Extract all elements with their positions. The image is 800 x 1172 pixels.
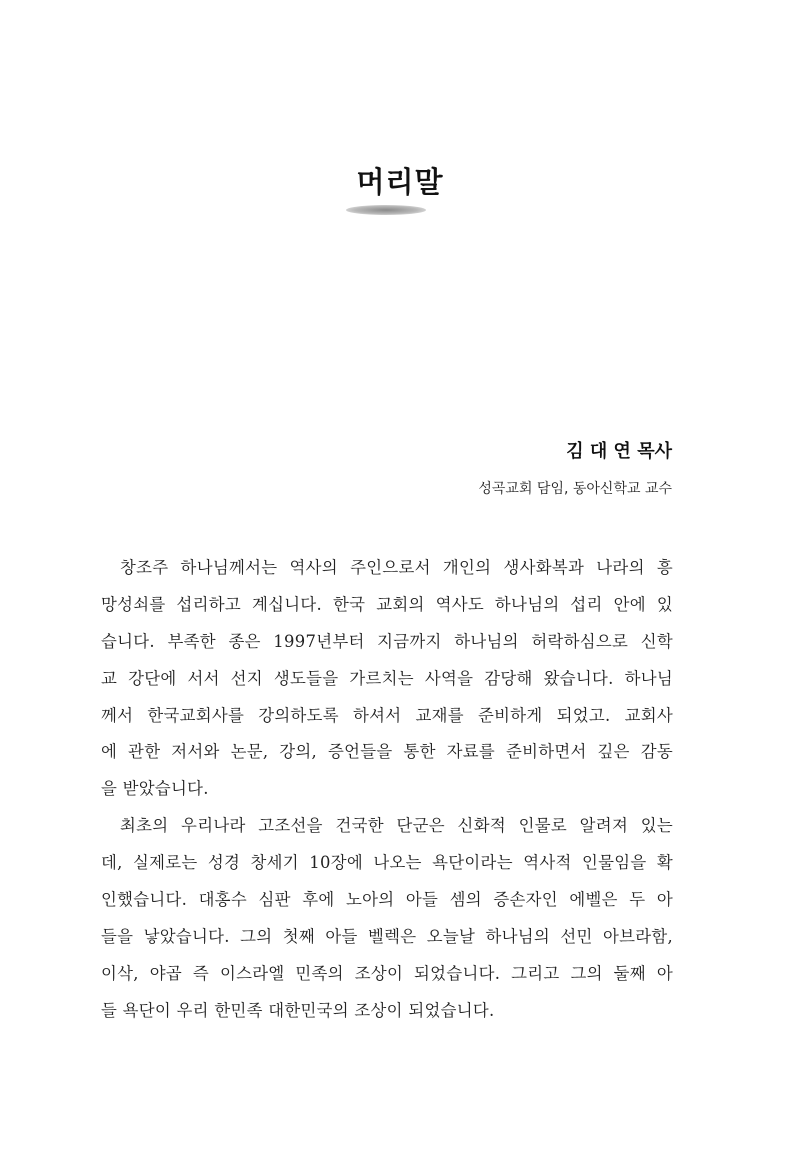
- paragraph-1-line-1: 창조주 하나님께서는 역사의 주인으로서 개인의 생사화복과 나라의 흥: [120, 558, 673, 577]
- paragraph-2-line-5: 이삭, 야곱 즉 이스라엘 민족의 조상이 되었습니다. 그리고 그의 둘째 아: [101, 963, 673, 983]
- paragraph-1-line-4: 교 강단에 서서 선지 생도들을 가르치는 사역을 감당해 왔습니다. 하나님: [101, 668, 673, 688]
- author-name: 김 대 연 목사: [566, 441, 672, 462]
- paragraph-1-line-7: 을 받았습니다.: [101, 779, 209, 799]
- paragraph-1-line-5: 께서 한국교회사를 강의하도록 하셔서 교재를 준비하게 되었고. 교회사: [101, 705, 673, 725]
- paragraph-1-line-3: 습니다. 부족한 종은 1997년부터 지금까지 하나님의 허락하심으로 신학: [101, 631, 673, 651]
- paragraph-2-line-2: 데, 실제로는 성경 창세기 10장에 나오는 욕단이라는 역사적 인물임을 확: [101, 853, 673, 873]
- paragraph-2-line-1: 최초의 우리나라 고조선을 건국한 단군은 신화적 인물로 알려져 있는: [120, 816, 673, 836]
- paragraph-2-line-4: 들을 낳았습니다. 그의 첫째 아들 벨렉은 오늘날 하나님의 선민 아브라함,: [101, 926, 673, 946]
- paragraph-2-line-3: 인했습니다. 대홍수 심판 후에 노아의 아들 셈의 증손자인 에벨은 두 아: [101, 890, 673, 910]
- paragraph-1-line-6: 에 관한 저서와 논문, 강의, 증언들을 통한 자료를 준비하면서 깊은 감동: [101, 742, 673, 762]
- page-title: 머리말: [356, 165, 444, 199]
- author-affiliation: 성곡교회 담임, 동아신학교 교수: [478, 481, 672, 497]
- preface-body: [101, 550, 673, 1030]
- title-underline-ornament: [346, 205, 426, 215]
- paragraph-2-line-6: 들 욕단이 우리 한민족 대한민국의 조상이 되었습니다.: [101, 1000, 495, 1020]
- paragraph-1-line-2: 망성쇠를 섭리하고 계십니다. 한국 교회의 역사도 하나님의 섭리 안에 있: [101, 594, 673, 614]
